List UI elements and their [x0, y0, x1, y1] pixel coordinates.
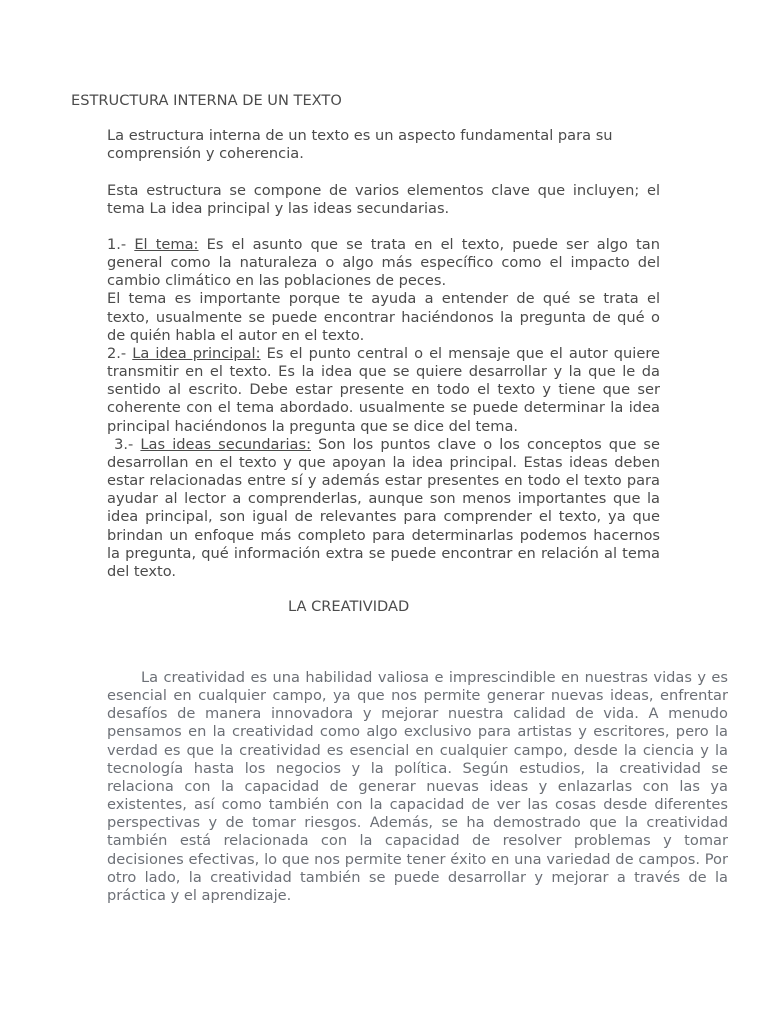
section-tema — [107, 236, 660, 290]
section-term: El tema: — [134, 236, 199, 253]
section-number: 3.- — [107, 435, 141, 453]
sections-block — [107, 236, 660, 581]
section-text: Es el asunto que se trata en el texto, puede ser algo tan general como la naturaleza o algo más específico como el impacto del cambio climático en las poblaciones de peces. — [107, 236, 660, 290]
creativity-paragraph: La creatividad es una habilidad valiosa e imprescindible en nuestras vidas y es esencial en cualquier campo, ya que nos permite generar nuevas ideas, enfrentar desafíos de manera innovadora y mejorar nuestra calidad de vida. A menudo pensamos en la creatividad como algo exclusivo para artistas y escritores, pero la verdad es que la creatividad es esencial en cualquier campo, desde la ciencia y la tecnología hasta los negocios y la política. Según estudios, la creatividad se relaciona con la capacidad de generar nuevas ideas y enlazarlas con las ya existentes, así como también con la capacidad de ver las cosas desde diferentes perspectivas y de tomar riesgos. Además, se ha demostrado que la creatividad también está relacionada con la capacidad de resolver problemas y tomar decisiones efectivas, lo que nos permite tener éxito en una variedad de campos. Por otro lado, la creatividad también se puede desarrollar y mejorar a través de la práctica y el aprendizaje. — [107, 669, 728, 904]
section-text: Son los puntos clave o los conceptos que se desarrollan en el texto y que apoyan la idea principal. Estas ideas deben estar relacionadas entre sí y además estar presentes en todo el texto para ayudar al lector a comprenderlas, aunque son menos importantes que la idea principal, son igual de relevantes para comprender el texto, ya que brindan un enfoque más completo para determinarlas podemos hacernos la pregunta, qué información extra se puede encontrar en relación al tema del texto. — [107, 435, 660, 580]
creativity-title: LA CREATIVIDAD — [288, 598, 410, 615]
document-title: ESTRUCTURA INTERNA DE UN TEXTO — [71, 92, 342, 109]
section-tema-continuation: El tema es importante porque te ayuda a entender de qué se trata el texto, usualmente se puede encontrar haciéndonos la pregunta de qué o de quién habla el autor en el texto. — [107, 290, 660, 344]
intro-paragraph-1: La estructura interna de un texto es un aspecto fundamental para su comprensión y coherencia. — [107, 127, 613, 163]
intro-paragraph-2: Esta estructura se compone de varios elementos clave que incluyen; el tema La idea principal y las ideas secundarias. — [107, 182, 660, 218]
section-term: La idea principal: — [132, 344, 261, 362]
section-ideas-secundarias — [107, 436, 660, 581]
section-idea-principal — [107, 345, 660, 436]
section-text: Es el punto central o el mensaje que el autor quiere transmitir en el texto. Es la idea que se quiere desarrollar y la que le da sentido al escrito. Debe estar presente en todo el texto y tiene que ser coherente con el tema abordado. usualmente se puede determinar la idea principal haciéndonos la pregunta que se dice del tema. — [107, 344, 660, 435]
section-term: Las ideas secundarias: — [140, 435, 311, 453]
section-number: 1.- — [107, 236, 135, 253]
section-number: 2.- — [107, 344, 133, 362]
